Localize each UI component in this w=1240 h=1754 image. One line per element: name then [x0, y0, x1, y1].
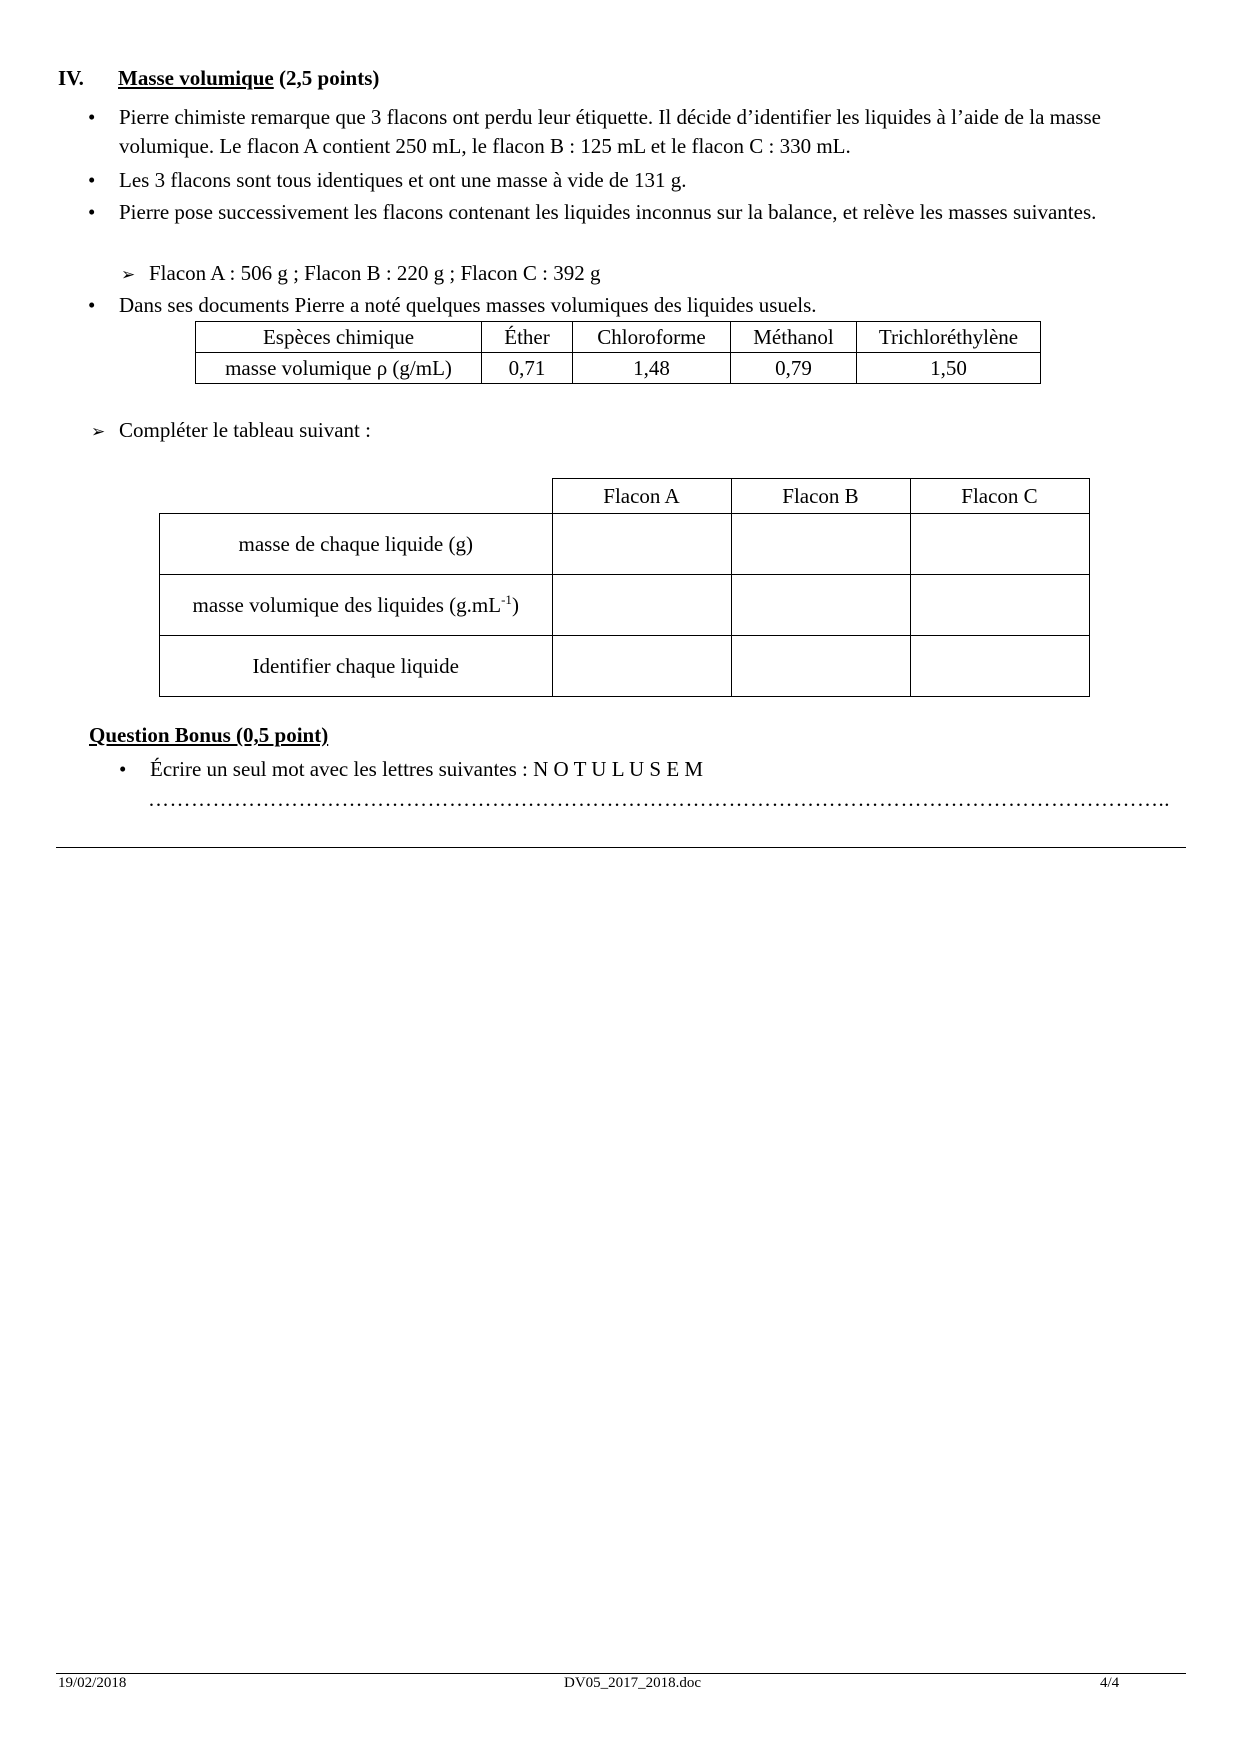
bullet-item [88, 198, 1178, 227]
masses-item [121, 259, 601, 289]
bullet-icon: • [88, 293, 96, 317]
row-label: masse volumique des liquides $(g.mL^{-1})$ [160, 575, 553, 636]
bullet-item [88, 291, 1178, 320]
bullet-text: Les 3 flacons sont tous identiques et ont une masse à vide de 131 g. [119, 168, 687, 192]
bullet-text: Dans ses documents Pierre a noté quelques masses volumiques des liquides usuels. [119, 293, 817, 317]
table-row [160, 479, 1090, 514]
instruction-text: Compléter le tableau suivant : [119, 418, 371, 442]
bullet-item [88, 166, 1178, 195]
answer-cell[interactable] [910, 636, 1089, 697]
table-cell: 1,50 [857, 353, 1041, 384]
bullet-icon: • [88, 168, 96, 192]
bullet-icon: • [88, 105, 96, 129]
answer-cell[interactable] [910, 514, 1089, 575]
footer-filename: DV05_2017_2018.doc [564, 1675, 702, 1691]
answer-cell[interactable] [552, 575, 731, 636]
footer-divider [56, 1673, 1186, 1674]
bullet-text: Pierre pose successivement les flacons contenant les liquides inconnus sur la balance, et relève les masses suivantes. [119, 200, 1097, 224]
table-row [160, 636, 1090, 697]
bullet-icon: • [88, 200, 96, 224]
masses-text: Flacon A : 506 g ; Flacon B : 220 g ; Flacon C : 392 g [149, 261, 601, 285]
bullet-text: Pierre chimiste remarque que 3 flacons ont perdu leur étiquette. Il décide d’identifier les liquides à l’aide de la masse volumique. Le flacon A contient 250 mL, le flacon B : 125 mL et le flacon C : 330 mL. [119, 105, 1101, 158]
section-title: Masse volumique [118, 66, 274, 90]
answer-table [159, 478, 1090, 697]
footer-page-number: 4/4 [1100, 1675, 1120, 1691]
table-header-cell: Éther [482, 322, 573, 353]
section-points: (2,5 points) [273, 66, 380, 90]
section-heading [58, 66, 379, 91]
table-cell: 0,79 [731, 353, 857, 384]
table-row [196, 322, 1041, 353]
row-label: masse de chaque liquide (g) [160, 514, 553, 575]
table-row [196, 353, 1041, 384]
reference-density-table [195, 321, 1041, 384]
bonus-question-item [119, 755, 1179, 784]
table-row [160, 514, 1090, 575]
table-row [160, 575, 1090, 636]
footer-date: 19/02/2018 [58, 1675, 127, 1691]
table-cell: 0,71 [482, 353, 573, 384]
table-header-cell: Flacon C [910, 479, 1089, 514]
section-divider [56, 847, 1186, 848]
answer-line[interactable]: …………………………………………………………………………………………………………………………….. [148, 787, 1170, 811]
table-cell: 1,48 [573, 353, 731, 384]
table-header-cell: Flacon A [552, 479, 731, 514]
answer-cell[interactable] [731, 575, 910, 636]
table-cell: masse volumique ρ (g/mL) [196, 353, 482, 384]
bonus-question-text: Écrire un seul mot avec les lettres suivantes : N O T U L U S E M [150, 757, 704, 781]
answer-cell[interactable] [552, 514, 731, 575]
answer-cell[interactable] [552, 636, 731, 697]
table-header-cell: Espèces chimique [196, 322, 482, 353]
instruction-item [91, 416, 371, 446]
table-corner-cell [160, 479, 553, 514]
answer-cell[interactable] [910, 575, 1089, 636]
bonus-heading: Question Bonus (0,5 point) [89, 723, 329, 747]
section-number: IV. [58, 66, 84, 90]
table-header-cell: Méthanol [731, 322, 857, 353]
table-header-cell: Flacon B [731, 479, 910, 514]
bullet-icon: • [119, 757, 127, 781]
arrow-bullet-icon: ➢ [91, 422, 106, 441]
answer-cell[interactable] [731, 514, 910, 575]
arrow-bullet-icon: ➢ [121, 265, 136, 284]
bullet-item [88, 103, 1178, 161]
table-header-cell: Trichloréthylène [857, 322, 1041, 353]
answer-cell[interactable] [731, 636, 910, 697]
table-header-cell: Chloroforme [573, 322, 731, 353]
row-label: Identifier chaque liquide [160, 636, 553, 697]
